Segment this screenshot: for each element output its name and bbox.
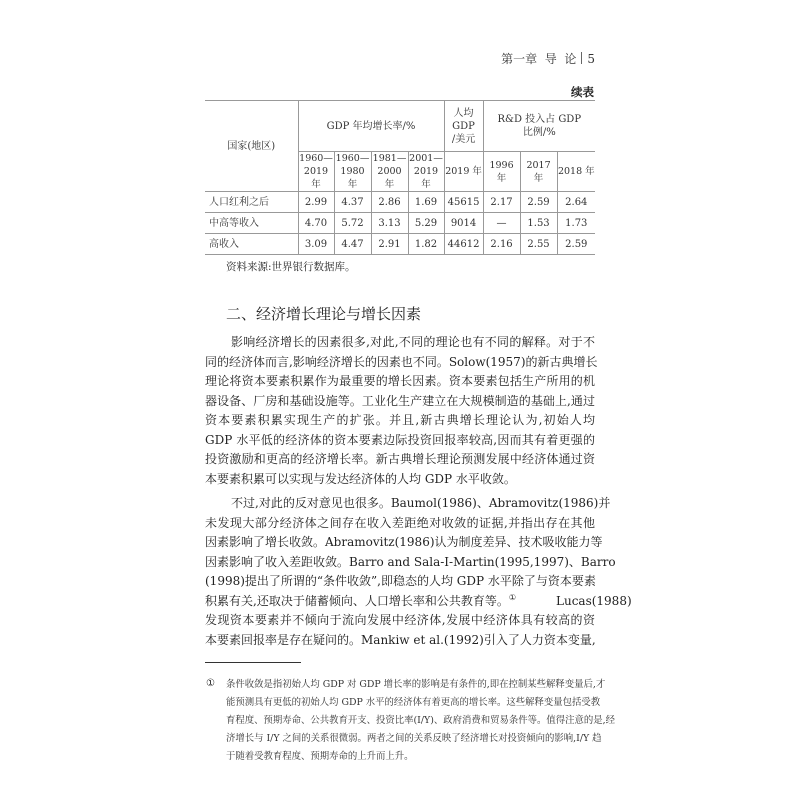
section-heading: 二、经济增长理论与增长因素 <box>226 305 422 323</box>
text-line: 本要素积累可以实现与发达经济体的人均 GDP 水平收敛。 <box>205 471 516 486</box>
text-line: 资本要素积累实现生产的扩张。并且,新古典增长理论认为,初始人均 <box>205 413 595 427</box>
footnote-marker: ① <box>206 678 215 689</box>
row-label: 人口红利之后 <box>205 192 298 213</box>
header-rd: R&D 投入占 GDP 比例/% <box>483 101 595 152</box>
text-line: (1998)提出了所谓的“条件收敛”,即稳态的人均 GDP 水平除了与资本要素 <box>205 574 596 588</box>
table-row <box>205 234 595 255</box>
table-cell: 1.69 <box>408 192 444 213</box>
text-line: 因素影响了增长收敛。Abramovitz(1986)认为制度差异、技术吸收能力等 <box>205 535 603 549</box>
footnote-ref[interactable]: ① <box>508 592 516 602</box>
chapter-title: 第一章 导 论 <box>501 52 577 66</box>
running-header <box>501 50 595 67</box>
table-cell: — <box>483 213 520 234</box>
table-row <box>205 213 595 234</box>
table-row <box>205 192 595 213</box>
subheader-year: 2018 年 <box>557 152 595 192</box>
table-cell: 2.64 <box>557 192 595 213</box>
data-table <box>205 100 595 255</box>
text-line: 不过,对此的反对意见也很多。Baumol(1986)、Abramovitz(1986)并 <box>231 496 611 510</box>
subheader-year: 1960— 2019 年 <box>299 153 333 190</box>
table-cell: 2.16 <box>483 234 520 255</box>
header-gdp-per-capita: 人均 GDP /美元 <box>444 101 483 152</box>
table-cell: 2.55 <box>520 234 557 255</box>
table-cell: 4.47 <box>334 234 371 255</box>
text-line: 发现资本要素并不倾向于流向发展中经济体,发展中经济体具有较高的资 <box>205 613 595 627</box>
table-cell: 1.53 <box>520 213 557 234</box>
text-line: 未发现大部分经济体之间存在收入差距绝对收敛的证据,并指出存在其他 <box>205 515 595 530</box>
footnote-line: 条件收敛是指初始人均 GDP 对 GDP 增长率的影响是有条件的,即在控制某些解释变量后,才 <box>226 679 606 690</box>
footnote-line: 育程度、预期寿命、公共教育开支、投资比率(I/Y)、政府消费和贸易条件等。值得注意的是,经 <box>226 715 615 726</box>
text-line: 理论将资本要素积累作为最重要的增长因素。资本要素包括生产所用的机 <box>205 374 595 388</box>
footnote-line: 能预测具有更低的初始人均 GDP 水平的经济体有着更高的增长率。这些解释变量包括受教 <box>226 697 601 708</box>
text-segment: 积累有关,还取决于储蓄倾向、人口增长率和公共教育等。 <box>205 593 509 608</box>
table-source: 资料来源:世界银行数据库。 <box>226 261 356 273</box>
table-cell: 4.37 <box>334 192 371 213</box>
subheader-year: 1996 年 <box>483 152 520 192</box>
text-line <box>205 592 632 610</box>
subheader-year: 1960— 1980 年 <box>335 153 370 190</box>
table-cell: 2.17 <box>483 192 520 213</box>
table-cell: 2.86 <box>371 192 408 213</box>
row-label: 高收入 <box>205 234 298 255</box>
table-cell: 3.13 <box>371 213 408 234</box>
page-number: 5 <box>587 52 595 66</box>
row-label: 中高等收入 <box>205 213 298 234</box>
subheader-year: 1981— 2000 年 <box>372 153 407 190</box>
footnote-rule <box>205 662 301 663</box>
text-segment: Lucas(1988) <box>556 593 632 608</box>
footnote-line: 济增长与 I/Y 之间的关系很微弱。两者之间的关系反映了经济增长对投资倾向的影响,I/Y 趋 <box>226 733 602 744</box>
table-cell: 9014 <box>444 213 483 234</box>
header-gdp-growth: GDP 年均增长率/% <box>298 101 444 152</box>
table-cell: 4.70 <box>298 213 334 234</box>
text-line: 投资激励和更高的经济增长率。新古典增长理论预测发展中经济体通过资 <box>205 452 595 466</box>
table-cell: 45615 <box>444 192 483 213</box>
text-line: 影响经济增长的因素很多,对此,不同的理论也有不同的解释。对于不 <box>231 335 595 349</box>
subheader-year: 2019 年 <box>444 152 483 192</box>
header-country: 国家(地区) <box>205 101 298 192</box>
table-cell: 5.29 <box>408 213 444 234</box>
table-cell: 5.72 <box>334 213 371 234</box>
text-line: GDP 水平低的经济体的资本要素边际投资回报率较高,因而其有着更强的 <box>205 432 595 447</box>
footnote-line: 于随着受教育程度、预期寿命的上升而上升。 <box>226 751 414 762</box>
subheader-year: 2017 年 <box>520 152 557 192</box>
table-cell: 1.73 <box>557 213 595 234</box>
table-cell: 2.59 <box>520 192 557 213</box>
header-divider <box>581 52 582 64</box>
table-continued-label: 续表 <box>571 85 594 99</box>
subheader-year: 2001— 2019 年 <box>409 153 443 190</box>
text-line: 本要素回报率是存在疑问的。Mankiw et al.(1992)引入了人力资本变量, <box>205 632 596 647</box>
table-cell: 2.91 <box>371 234 408 255</box>
table-cell: 2.99 <box>298 192 334 213</box>
table-cell: 44612 <box>444 234 483 255</box>
text-line: 同的经济体而言,影响经济增长的因素也不同。Solow(1957)的新古典增长 <box>205 354 598 369</box>
table-cell: 2.59 <box>557 234 595 255</box>
table-cell: 3.09 <box>298 234 334 255</box>
table-cell: 1.82 <box>408 234 444 255</box>
text-line: 器设备、厂房和基础设施等。工业化生产建立在大规模制造的基础上,通过 <box>205 393 595 408</box>
text-line: 因素影响了收入差距收敛。Barro and Sala-I-Martin(1995,1997)、Barro <box>205 554 616 569</box>
